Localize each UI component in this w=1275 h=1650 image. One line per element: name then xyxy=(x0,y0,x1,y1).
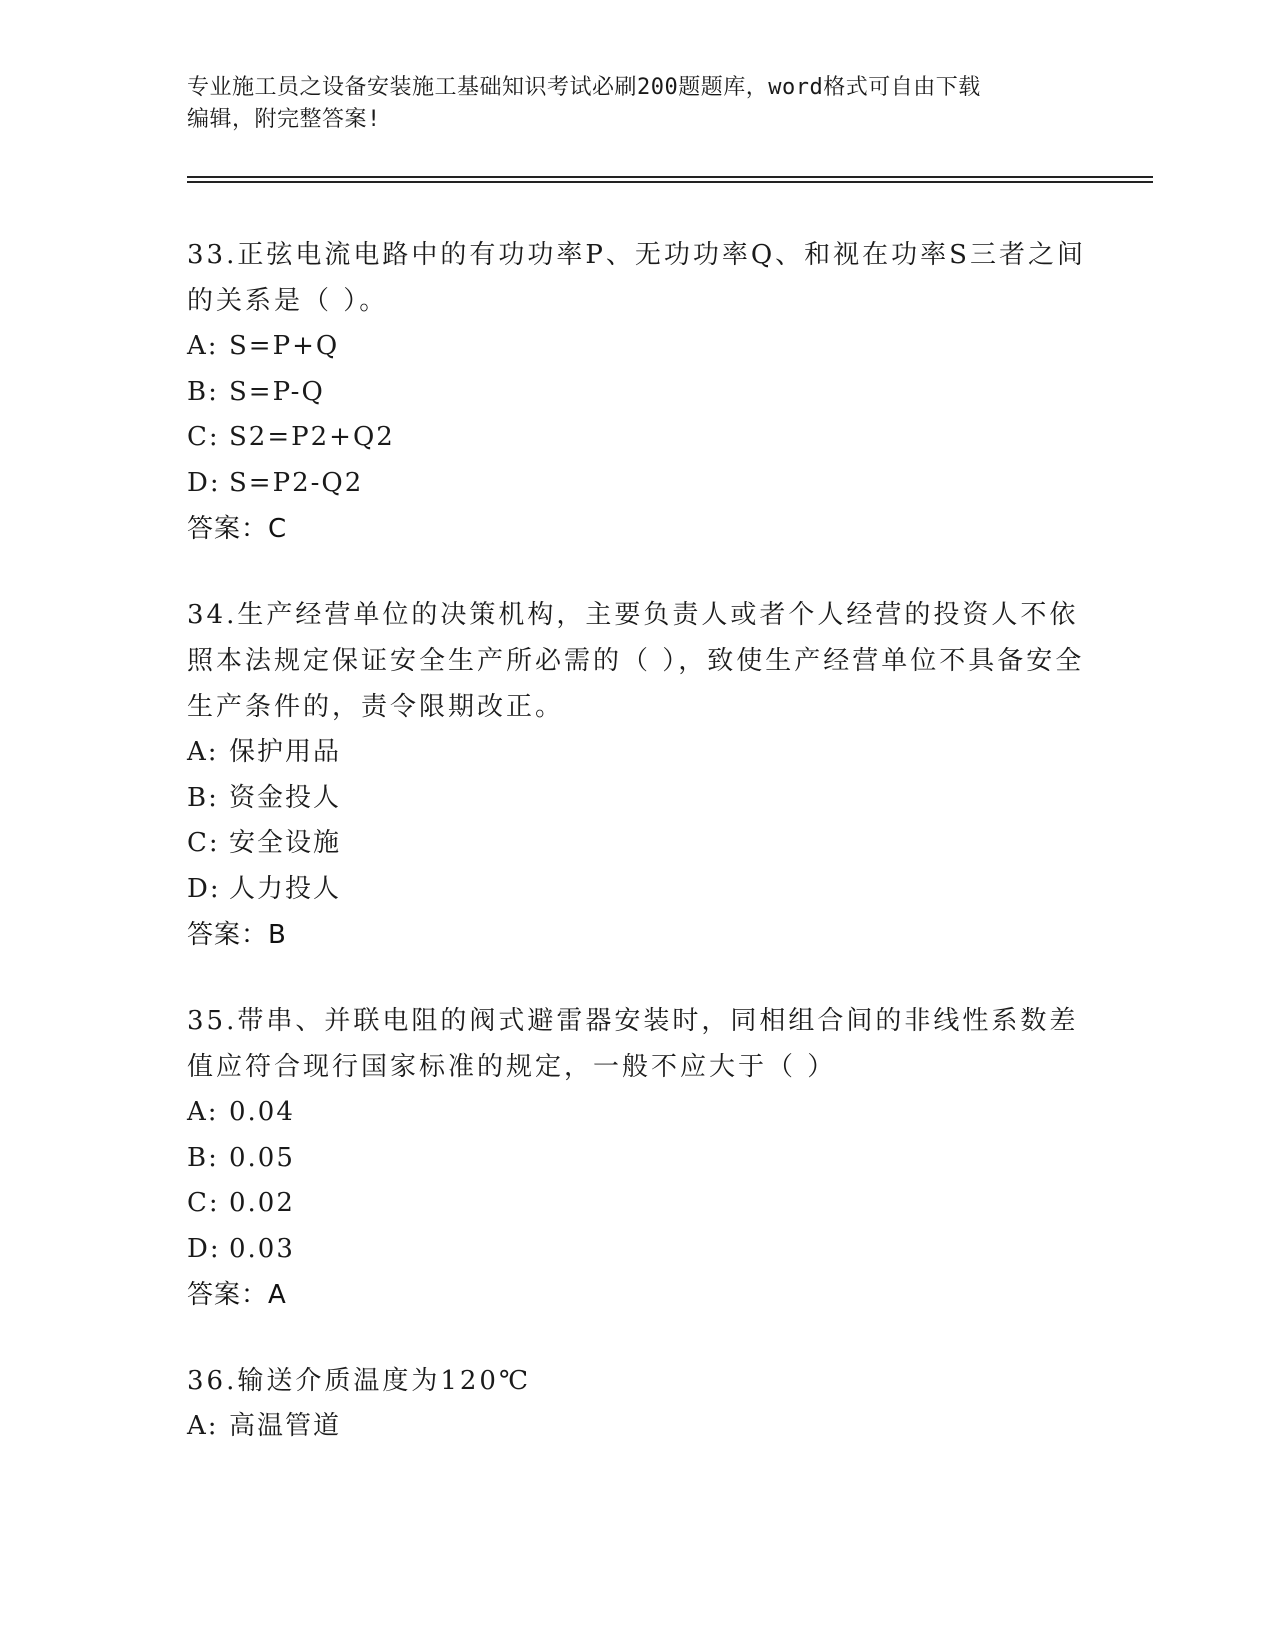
option-label: B: xyxy=(187,782,219,813)
option-text: 0.02 xyxy=(229,1188,295,1218)
option-text: S2=P2+Q2 xyxy=(229,422,395,452)
answer-line: 答案：C xyxy=(187,514,288,544)
question-33 xyxy=(187,232,1087,552)
option-label: A: xyxy=(187,737,219,767)
option-label: D: xyxy=(187,873,221,904)
option-label: B: xyxy=(187,376,219,407)
option-text: 高温管道 xyxy=(229,1411,342,1441)
option-text: 0.05 xyxy=(229,1142,295,1173)
option-text: S=P2-Q2 xyxy=(229,467,364,498)
option-b xyxy=(187,370,1087,416)
option-b xyxy=(187,776,1087,822)
option-b xyxy=(187,1136,1087,1182)
option-a xyxy=(187,1404,1087,1450)
option-text: S=P-Q xyxy=(229,376,325,407)
option-label: D: xyxy=(187,1233,221,1264)
option-text: 0.03 xyxy=(229,1233,295,1264)
option-a xyxy=(187,324,1087,370)
option-label: B: xyxy=(187,1142,219,1173)
question-stem: 36.输送介质温度为120℃ xyxy=(187,1366,532,1396)
option-d xyxy=(187,1227,1087,1273)
question-35 xyxy=(187,998,1087,1318)
option-d xyxy=(187,867,1087,913)
header-line-2: 编辑，附完整答案! xyxy=(187,107,381,132)
option-a xyxy=(187,1090,1087,1136)
question-stem: 35.带串、并联电阻的阀式避雷器安装时，同相组合间的非线性系数差值应符合现行国家标准的规定，一般不应大于（ ） xyxy=(187,1006,1079,1082)
question-stem: 33.正弦电流电路中的有功功率P、无功功率Q、和视在功率S三者之间的关系是（ ）。 xyxy=(187,240,1086,316)
option-label: C: xyxy=(187,828,220,858)
option-label: C: xyxy=(187,1188,220,1218)
question-36 xyxy=(187,1358,1087,1450)
option-text: 人力投人 xyxy=(229,873,342,904)
option-d xyxy=(187,461,1087,507)
answer-line: 答案：A xyxy=(187,1280,287,1310)
option-c xyxy=(187,821,1087,867)
option-text: 资金投人 xyxy=(229,782,342,813)
header-divider-bottom xyxy=(187,181,1153,183)
option-label: D: xyxy=(187,467,221,498)
option-label: A: xyxy=(187,1411,219,1441)
option-label: A: xyxy=(187,1097,219,1127)
answer-line: 答案：B xyxy=(187,920,287,950)
option-text: 0.04 xyxy=(229,1097,295,1127)
question-34 xyxy=(187,592,1087,958)
header-divider-top xyxy=(187,176,1153,178)
option-a xyxy=(187,730,1087,776)
option-c xyxy=(187,415,1087,461)
header-line-1: 专业施工员之设备安装施工基础知识考试必刷200题题库，word格式可自由下载 xyxy=(187,75,981,100)
option-c xyxy=(187,1181,1087,1227)
option-label: A: xyxy=(187,331,219,361)
document-header xyxy=(187,72,1067,136)
option-text: S=P+Q xyxy=(229,331,340,361)
question-stem: 34.生产经营单位的决策机构，主要负责人或者个人经营的投资人不依照本法规定保证安全生产所必需的（ ），致使生产经营单位不具备安全生产条件的，责令限期改正。 xyxy=(187,600,1085,722)
option-label: C: xyxy=(187,422,220,452)
question-list xyxy=(187,232,1087,1490)
option-text: 保护用品 xyxy=(229,737,342,767)
option-text: 安全设施 xyxy=(229,828,342,858)
